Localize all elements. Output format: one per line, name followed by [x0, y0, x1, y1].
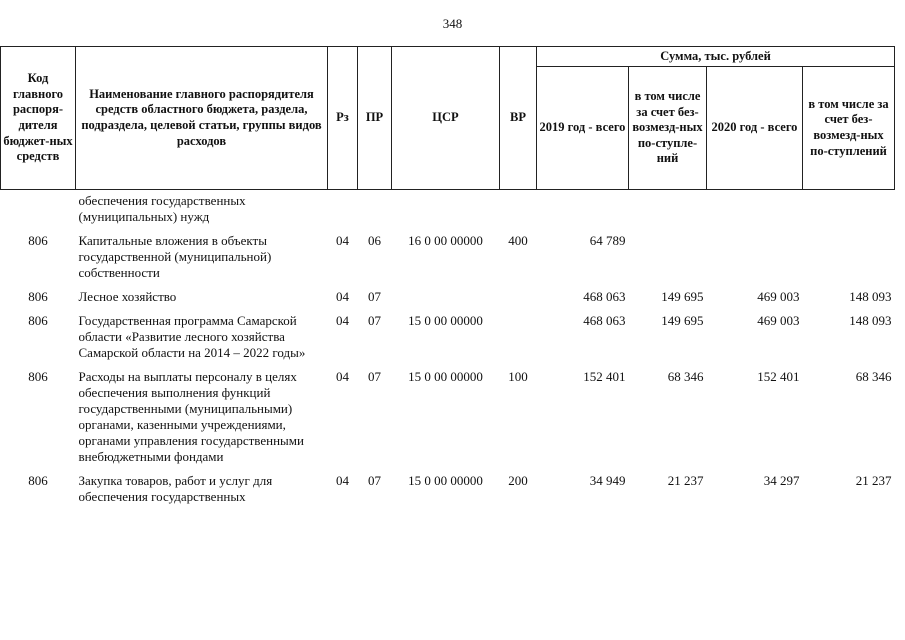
cell-csr: [392, 283, 500, 307]
table-row: [1, 283, 895, 307]
cell-2020-grants: [803, 190, 895, 228]
cell-pr: 07: [368, 369, 381, 384]
cell-pr: 07: [368, 289, 381, 304]
cell-code: 806: [28, 313, 48, 328]
header-rz: Рз: [328, 47, 358, 190]
header-2019-total: 2019 год - всего: [537, 67, 629, 190]
cell-2019-grants: 68 346: [667, 369, 704, 384]
cell-name: Капитальные вложения в объекты государственной (муниципальной) собственности: [78, 233, 272, 280]
cell-2020-grants: [803, 227, 895, 283]
cell-vr: [500, 307, 537, 363]
cell-csr: [392, 190, 500, 228]
header-csr: ЦСР: [392, 47, 500, 190]
cell-rz: 04: [336, 473, 349, 488]
cell-pr: 06: [368, 233, 381, 248]
cell-2019-total: 468 063: [583, 313, 626, 328]
table-body: [1, 190, 895, 508]
cell-2019-total: 468 063: [583, 289, 626, 304]
cell-2019-total: 34 949: [589, 473, 626, 488]
cell-2020-total: 152 401: [757, 369, 800, 384]
cell-vr: [500, 190, 537, 228]
cell-csr: 15 0 00 00000: [408, 369, 483, 384]
cell-name: Расходы на выплаты персоналу в целях обеспечения выполнения функций государственными (муниципальными) органами, казенными учреждениями, органами управления государственными внебюджетными фондами: [78, 369, 304, 464]
cell-vr: 200: [508, 473, 528, 488]
cell-rz: 04: [336, 369, 349, 384]
cell-2019-total: [537, 190, 629, 228]
cell-2020-total: 34 297: [763, 473, 800, 488]
header-2019-grants: в том числе за счет без-возмезд-ных по-ступле-ний: [629, 67, 707, 190]
cell-name: обеспечения государственных (муниципальных) нужд: [78, 193, 246, 224]
cell-vr: 400: [508, 233, 528, 248]
cell-csr: 15 0 00 00000: [408, 313, 483, 328]
table-row: [1, 190, 895, 228]
header-code: Код главного распоря-дителя бюджет-ных средств: [1, 47, 76, 190]
cell-name: Закупка товаров, работ и услуг для обеспечения государственных: [78, 473, 273, 504]
cell-2019-total: 64 789: [589, 233, 626, 248]
cell-2020-total: 469 003: [757, 313, 800, 328]
table-row: [1, 227, 895, 283]
header-2020-grants: в том числе за счет без-возмезд-ных по-ступлений: [803, 67, 895, 190]
cell-csr: 15 0 00 00000: [408, 473, 483, 488]
cell-2019-grants: 21 237: [667, 473, 704, 488]
cell-rz: 04: [336, 233, 349, 248]
cell-code: 806: [28, 289, 48, 304]
cell-pr: 07: [368, 313, 381, 328]
cell-2020-grants: 21 237: [855, 473, 892, 488]
cell-2019-grants: 149 695: [661, 313, 704, 328]
cell-2020-total: [707, 227, 803, 283]
table-row: [1, 307, 895, 363]
cell-2020-total: [707, 190, 803, 228]
header-2020-total: 2020 год - всего: [707, 67, 803, 190]
cell-name: Государственная программа Самарской области «Развитие лесного хозяйства Самарской области на 2014 – 2022 годы»: [78, 313, 306, 360]
header-name: Наименование главного распорядителя средств областного бюджета, раздела, подраздела, целевой статьи, группы видов расходов: [76, 47, 328, 190]
cell-vr: [500, 283, 537, 307]
cell-2019-grants: 149 695: [661, 289, 704, 304]
cell-2019-total: 152 401: [583, 369, 626, 384]
cell-2020-total: 469 003: [757, 289, 800, 304]
cell-2020-grants: 148 093: [849, 289, 892, 304]
page-number: 348: [442, 16, 463, 31]
cell-pr: 07: [368, 473, 381, 488]
cell-code: 806: [28, 473, 48, 488]
table-header: [1, 47, 895, 190]
cell-rz: 04: [336, 313, 349, 328]
budget-table: [0, 46, 895, 507]
cell-2020-grants: 148 093: [849, 313, 892, 328]
table-row: [1, 467, 895, 507]
cell-csr: 16 0 00 00000: [408, 233, 483, 248]
cell-code: 806: [28, 233, 48, 248]
cell-2019-grants: [629, 190, 707, 228]
header-pr: ПР: [358, 47, 392, 190]
cell-code: [1, 190, 76, 228]
cell-pr: [358, 190, 392, 228]
header-vr: ВР: [500, 47, 537, 190]
cell-rz: 04: [336, 289, 349, 304]
cell-2020-grants: 68 346: [855, 369, 892, 384]
cell-rz: [328, 190, 358, 228]
cell-vr: 100: [508, 369, 528, 384]
header-sum-group: Сумма, тыс. рублей: [537, 47, 895, 67]
cell-code: 806: [28, 369, 48, 384]
cell-2019-grants: [629, 227, 707, 283]
cell-name: Лесное хозяйство: [78, 289, 177, 304]
table-row: [1, 363, 895, 467]
